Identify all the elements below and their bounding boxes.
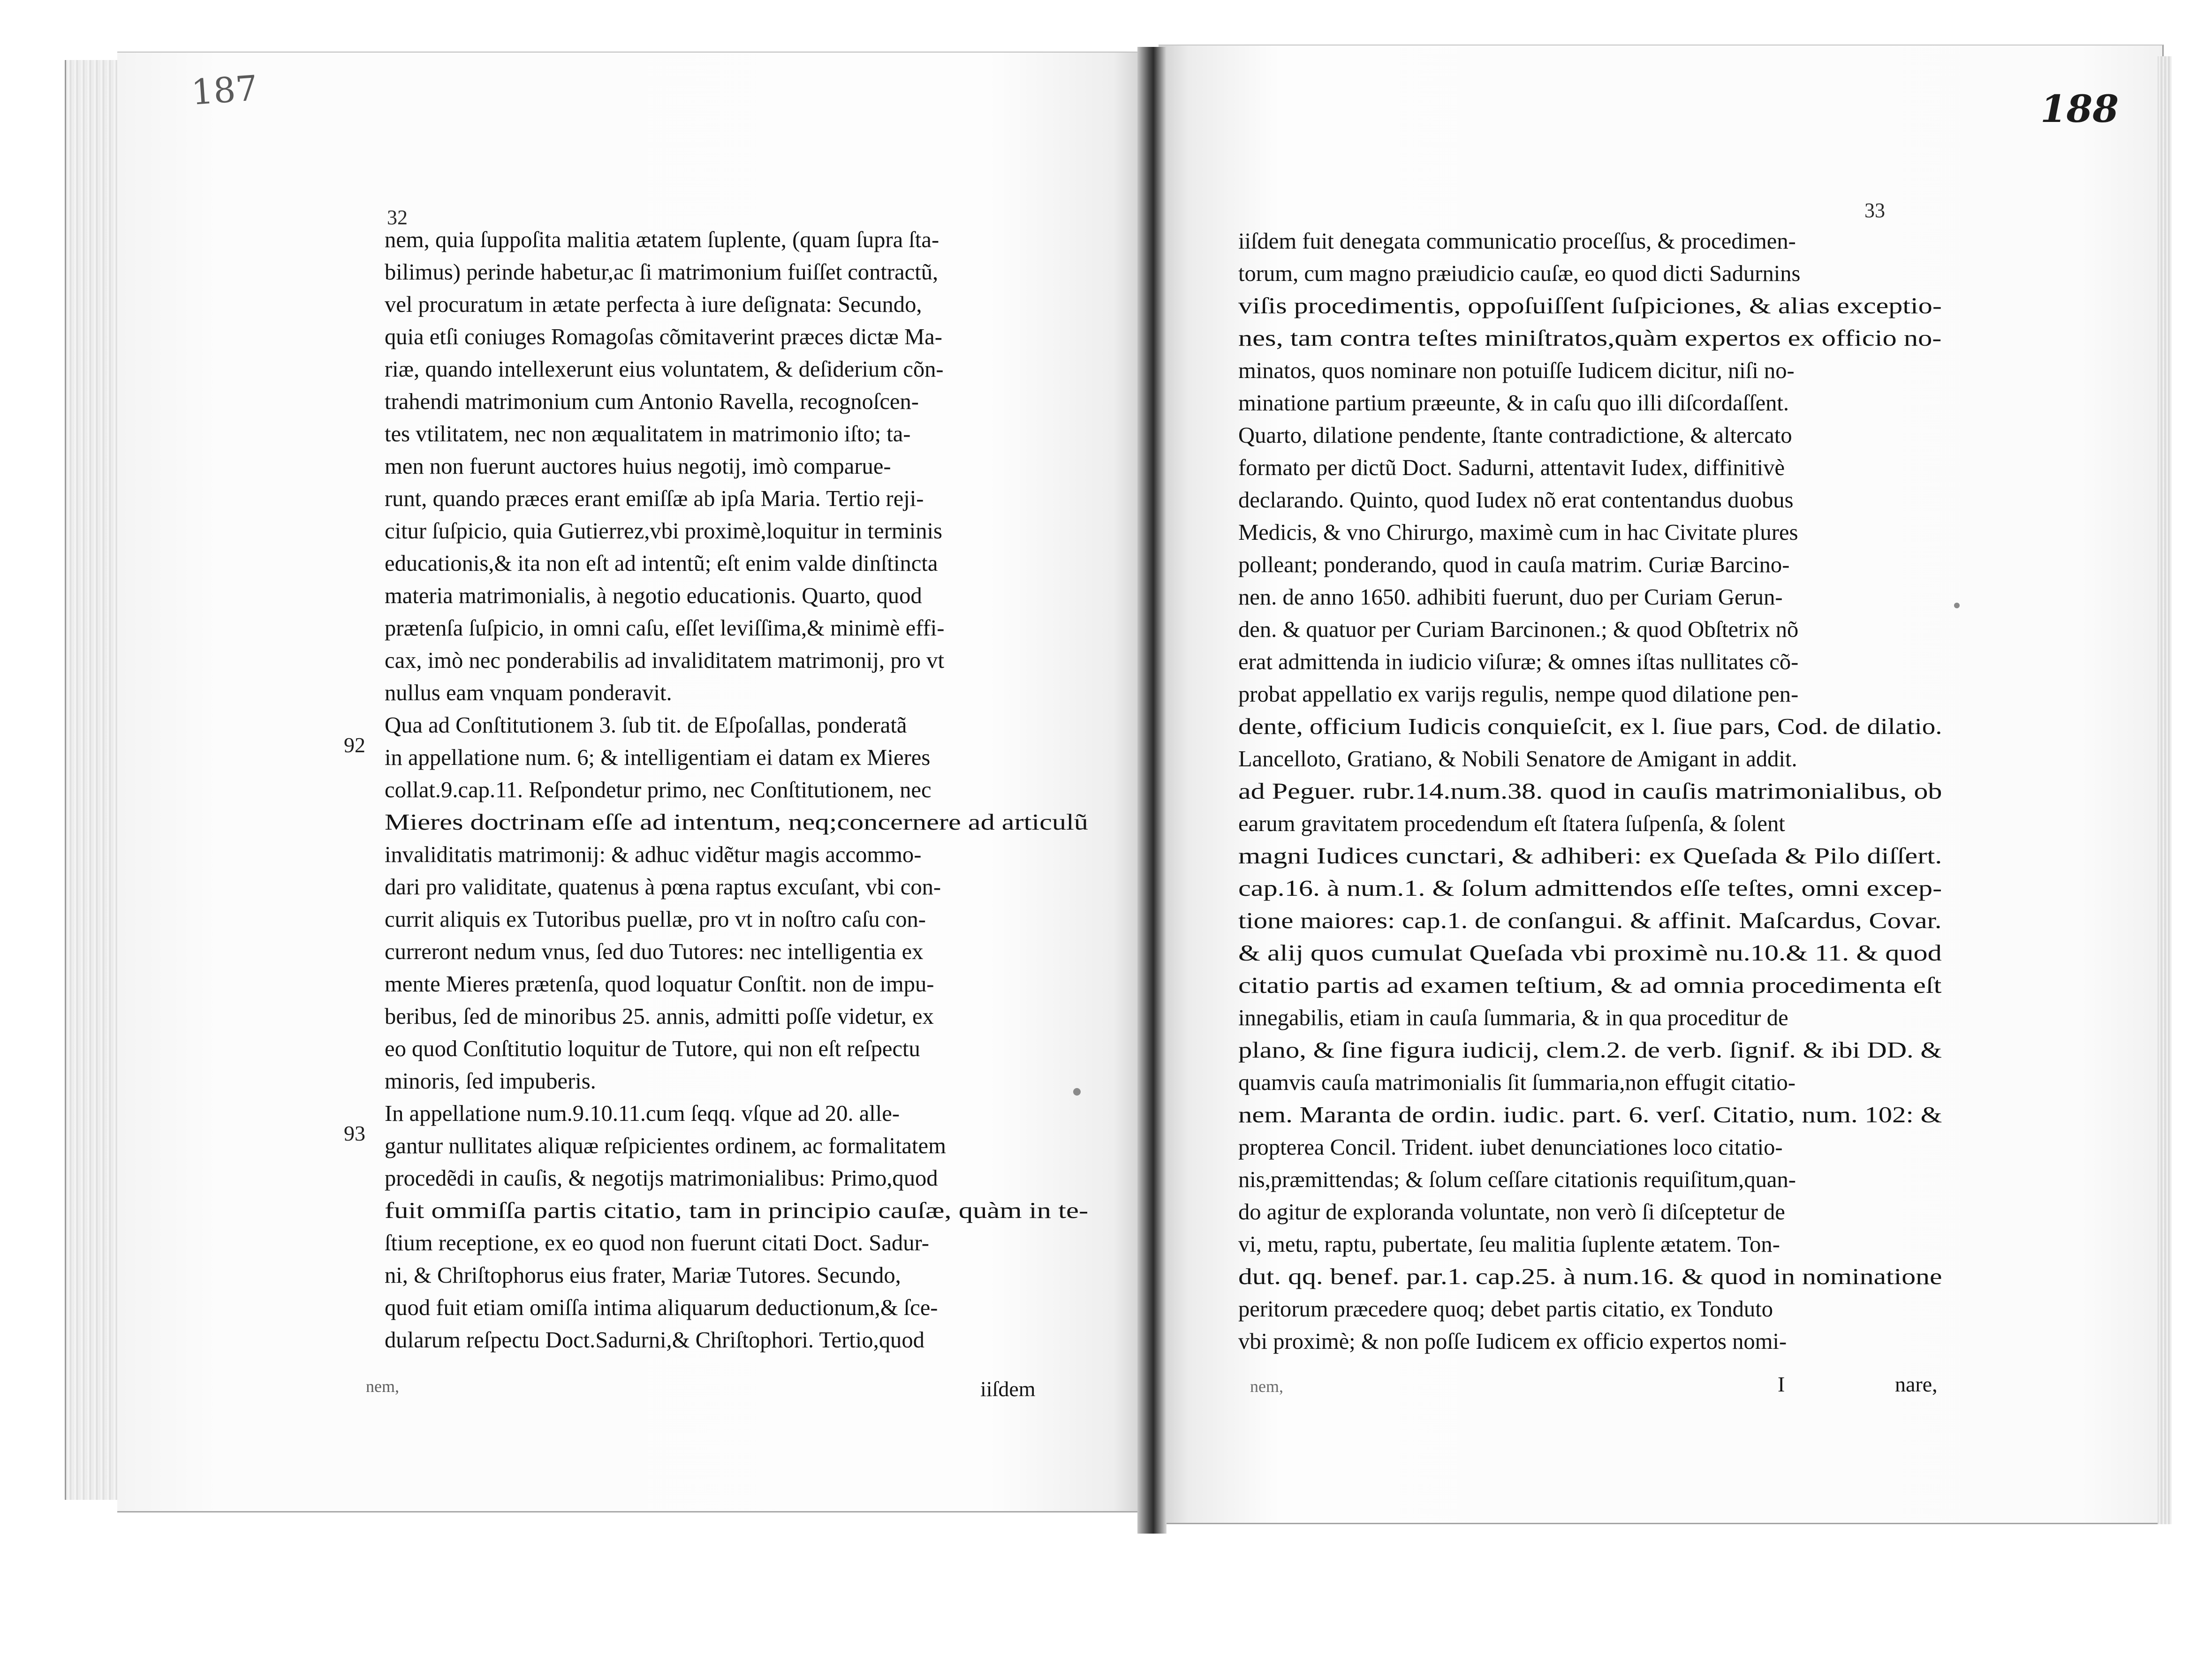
text-line: tes vtilitatem, nec non æqualitatem in matrimonio iſto; ta- — [385, 421, 911, 446]
text-line: erat admittenda in iudicio viſuræ; & omnes iſtas nullitates cõ- — [1238, 649, 1799, 674]
text-line: men non fuerunt auctores huius negotij, imò comparue- — [385, 454, 891, 479]
handwritten-folio-number-right: 188 — [2040, 87, 2119, 131]
text-line: Quarto, dilatione pendente, ſtante contradictione, & altercato — [1238, 423, 1792, 448]
text-line: minatos, quos nominare non potuiſſe Iudicem dicitur, niſi no- — [1238, 358, 1795, 383]
text-line: nem. Maranta de ordin. iudic. part. 6. verſ. Citatio, num. 102: & — [1238, 1102, 1942, 1127]
text-line: invaliditatis matrimonij: & adhuc vidẽtur magis accommo- — [385, 842, 922, 867]
text-line: ni, & Chriſtophorus eius frater, Mariæ Tutores. Secundo, — [385, 1263, 901, 1288]
text-line: Medicis, & vno Chirurgo, maximè cum in hac Civitate plures — [1238, 520, 1798, 545]
text-line: procedẽdi in cauſis, & negotijs matrimonialibus: Primo,quod — [385, 1165, 938, 1191]
text-line: gantur nullitates aliquæ reſpicientes ordinem, ac formalitatem — [385, 1133, 946, 1158]
text-line: do agitur de exploranda voluntate, non verò ſi diſceptetur de — [1238, 1199, 1785, 1225]
text-line: Lancelloto, Gratiano, & Nobili Senatore de Amigant in addit. — [1238, 746, 1797, 771]
text-line: beribus, ſed de minoribus 25. annis, admitti poſſe videtur, ex — [385, 1004, 934, 1029]
text-line: Qua ad Conſtitutionem 3. ſub tit. de Eſpoſallas, ponderatã — [385, 712, 907, 738]
text-line: formato per dictũ Doct. Sadurni, attentavit Iudex, diffinitivè — [1238, 455, 1785, 480]
text-line: fuit ommiſſa partis citatio, tam in principio cauſæ, quàm in te- — [385, 1198, 1089, 1223]
paragraph-number-93: 93 — [344, 1121, 365, 1145]
text-line: quod fuit etiam omiſſa intima aliquarum deductionum,& ſce- — [385, 1295, 938, 1320]
text-line: quamvis cauſa matrimonialis ſit ſummaria,non effugit citatio- — [1238, 1070, 1796, 1095]
book-gutter — [1137, 47, 1167, 1534]
text-line: cap.16. à num.1. & ſolum admittendos eſſe teſtes, omni excep- — [1238, 876, 1942, 901]
text-line: earum gravitatem procedendum eſt ſtatera ſuſpenſa, & ſolent — [1238, 811, 1785, 836]
text-line: nen. de anno 1650. adhibiti fuerunt, duo per Curiam Gerun- — [1238, 584, 1783, 610]
text-line: dularum reſpectu Doct.Sadurni,& Chriſtophori. Tertio,quod — [385, 1327, 924, 1353]
left-page-stack-edge — [65, 60, 122, 1500]
text-line: tione maiores: cap.1. de conſangui. & affinit. Maſcardus, Covar. — [1238, 908, 1942, 933]
signature-mark: I — [1778, 1372, 1785, 1396]
text-line: nem, quia ſuppoſita malitia ætatem ſuplente, (quam ſupra ſta- — [385, 227, 939, 252]
left-page-text-block — [385, 224, 1088, 1356]
left-catchword: iiſdem — [980, 1377, 1036, 1401]
text-line: vel procuratum in ætate perfecta à iure deſignata: Secundo, — [385, 292, 922, 317]
text-line: torum, cum magno præiudicio cauſæ, eo quod dicti Sadurnins — [1238, 261, 1801, 286]
text-line: educationis,& ita non eſt ad intentũ; eſt enim valde dinſtincta — [385, 551, 938, 576]
text-line: minoris, ſed impuberis. — [385, 1068, 596, 1094]
text-line: dut. qq. benef. par.1. cap.25. à num.16. & quod in nominatione — [1238, 1264, 1942, 1289]
text-line: & alij quos cumulat Queſada vbi proximè nu.10.& 11. & quod — [1238, 940, 1942, 966]
left-page-number: 32 — [387, 206, 408, 229]
text-line: Mieres doctrinam eſſe ad intentum, neq;concernere ad articulũ — [385, 809, 1088, 835]
text-line: eo quod Conſtitutio loquitur de Tutore, qui non eſt reſpectu — [385, 1036, 920, 1061]
text-line: currit aliquis ex Tutoribus puellæ, pro vt in noſtro caſu con- — [385, 907, 926, 932]
text-line: probat appellatio ex varijs regulis, nempe quod dilatione pen- — [1238, 681, 1799, 707]
right-page-text-block — [1238, 225, 1942, 1358]
text-line: ad Peguer. rubr.14.num.38. quod in cauſis matrimonialibus, ob — [1238, 779, 1942, 804]
text-line: vi, metu, raptu, pubertate, ſeu malitia ſuplente ætatem. Ton- — [1238, 1232, 1780, 1257]
handwritten-page-mark-left: 187 — [190, 68, 259, 113]
text-line: collat.9.cap.11. Reſpondetur primo, nec Conſtitutionem, nec — [385, 777, 932, 802]
text-line: materia matrimonialis, à negotio educationis. Quarto, quod — [385, 583, 922, 608]
text-line: prætenſa ſuſpicio, in omni caſu, eſſet leviſſima,& minimè effi- — [385, 615, 945, 641]
text-line: den. & quatuor per Curiam Barcinonen.; & quod Obſtetrix nõ — [1238, 617, 1799, 642]
text-line: innegabilis, etiam in cauſa ſummaria, & in qua proceditur de — [1238, 1005, 1788, 1030]
text-line: propterea Concil. Trident. iubet denunciationes loco citatio- — [1238, 1134, 1783, 1160]
text-line: in appellatione num. 6; & intelligentiam ei datam ex Mieres — [385, 745, 931, 770]
text-line: riæ, quando intellexerunt eius voluntatem, & deſiderium cõn- — [385, 356, 944, 382]
text-line: mente Mieres prætenſa, quod loquatur Conſtit. non de impu- — [385, 971, 934, 997]
text-line: curreront nedum vnus, ſed duo Tutores: nec intelligentia ex — [385, 939, 924, 964]
text-line: bilimus) perinde habetur,ac ſi matrimonium fuiſſet contractũ, — [385, 259, 939, 285]
text-line: runt, quando præces erant emiſſæ ab ipſa Maria. Tertio reji- — [385, 486, 924, 511]
text-line: dente, officium Iudicis conquieſcit, ex l. ſiue pars, Cod. de dilatio. — [1238, 714, 1942, 739]
text-line: cax, imò nec ponderabilis ad invaliditatem matrimonij, pro vt — [385, 648, 944, 673]
text-line: viſis procedimentis, oppoſuiſſent ſuſpiciones, & alias exceptio- — [1238, 293, 1942, 318]
left-bottom-smudge: nem, — [366, 1377, 399, 1396]
right-catchword: nare, — [1895, 1372, 1938, 1396]
text-line: plano, & ſine figura iudicij, clem.2. de verb. ſignif. & ibi DD. & — [1238, 1037, 1942, 1063]
text-line: nis,præmittendas; & ſolum ceſſare citationis requiſitum,quan- — [1238, 1167, 1796, 1192]
text-line: polleant; ponderando, quod in cauſa matrim. Curiæ Barcino- — [1238, 552, 1790, 577]
right-bottom-smudge: nem, — [1250, 1377, 1283, 1396]
text-line: dari pro validitate, quatenus à pœna raptus excuſant, vbi con- — [385, 874, 941, 900]
text-line: declarando. Quinto, quod Iudex nõ erat contentandus duobus — [1238, 487, 1794, 513]
text-line: iiſdem fuit denegata communicatio proceſſus, & procedimen- — [1238, 228, 1796, 254]
paper-spot — [1073, 1088, 1081, 1096]
text-line: citur ſuſpicio, quia Gutierrez,vbi proximè,loquitur in terminis — [385, 518, 942, 544]
text-line: trahendi matrimonium cum Antonio Ravella, recognoſcen- — [385, 389, 919, 414]
text-line: vbi proximè; & non poſſe Iudicem ex officio expertos nomi- — [1238, 1329, 1787, 1354]
text-line: minatione partium præeunte, & in caſu quo illi diſcordaſſent. — [1238, 390, 1789, 416]
text-line: ſtium receptione, ex eo quod non fuerunt citati Doct. Sadur- — [385, 1230, 929, 1255]
text-line: In appellatione num.9.10.11.cum ſeqq. vſque ad 20. alle- — [385, 1101, 900, 1126]
right-page-number: 33 — [1864, 199, 1885, 222]
text-line: magni Iudices cunctari, & adhiberi: ex Queſada & Pilo diſſert. — [1238, 843, 1942, 869]
text-line: quia etſi coniuges Romagoſas cõmitaverint præces dictæ Ma- — [385, 324, 942, 349]
right-page-stack-edge — [2158, 56, 2172, 1524]
text-line: citatio partis ad examen teſtium, & ad omnia procedimenta eſt — [1238, 973, 1942, 998]
text-line: nes, tam contra teſtes miniſtratos,quàm expertos ex officio no- — [1238, 325, 1942, 351]
text-line: peritorum præcedere quoq; debet partis citatio, ex Tonduto — [1238, 1296, 1773, 1322]
paper-spot — [1954, 603, 1960, 608]
text-line: nullus eam vnquam ponderavit. — [385, 680, 672, 705]
paragraph-number-92: 92 — [344, 733, 365, 757]
